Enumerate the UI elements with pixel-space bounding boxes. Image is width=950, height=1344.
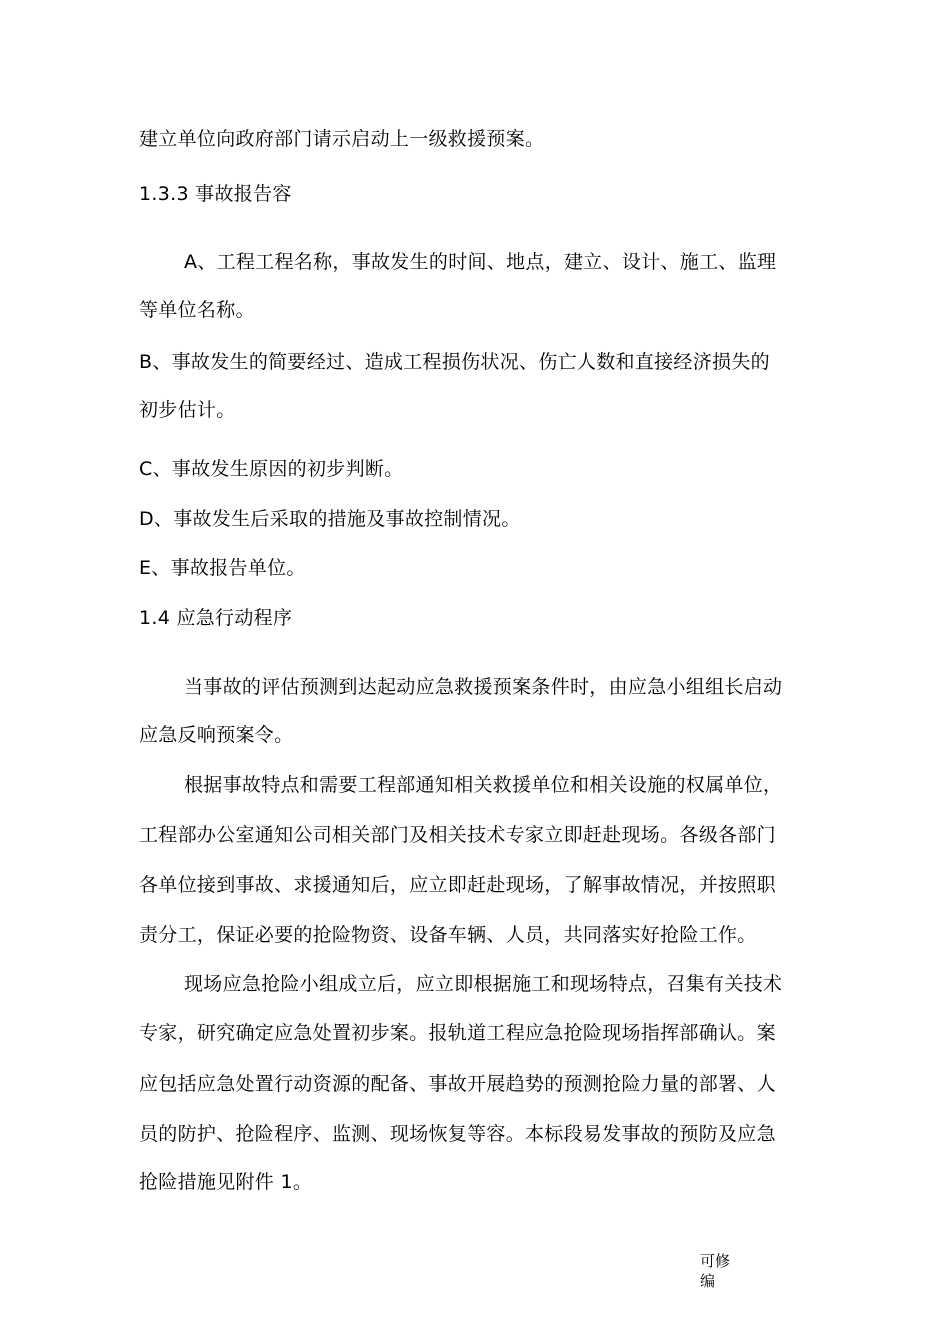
text-line: 当事故的评估预测到达起动应急救援预案条件时，由应急小组组长启动 bbox=[184, 676, 783, 698]
text-line: 责分工，保证必要的抢险物资、设备车辆、人员，共同落实好抢险工作。 bbox=[139, 924, 757, 946]
text-line: 等单位名称。 bbox=[139, 299, 255, 321]
text-line: B、事故发生的简要经过、造成工程损伤状况、伤亡人数和直接经济损失的 bbox=[139, 351, 770, 373]
text-line: 员的防护、抢险程序、监测、现场恢复等容。本标段易发事故的预防及应急 bbox=[139, 1123, 776, 1145]
text-line: D、事故发生后采取的措施及事故控制情况。 bbox=[139, 508, 521, 530]
text-line: C、事故发生原因的初步判断。 bbox=[139, 458, 404, 480]
footer-note: 编 bbox=[700, 1272, 716, 1290]
text-line: 建立单位向政府部门请示启动上一级救援预案。 bbox=[139, 128, 545, 150]
text-line: 现场应急抢险小组成立后，应立即根据施工和现场特点，召集有关技术 bbox=[184, 973, 783, 995]
text-line: 应包括应急处置行动资源的配备、事故开展趋势的预测抢险力量的部署、人 bbox=[139, 1073, 776, 1095]
text-line: 初步估计。 bbox=[139, 399, 236, 421]
section-heading-1-4: 1.4 应急行动程序 bbox=[139, 607, 293, 629]
text-line: 应急反响预案令。 bbox=[139, 724, 294, 746]
text-line: E、事故报告单位。 bbox=[139, 557, 306, 579]
text-line: A、工程工程名称，事故发生的时间、地点，建立、设计、施工、监理 bbox=[184, 251, 777, 273]
text-line: 各单位接到事故、求援通知后，应立即赶赴现场，了解事故情况，并按照职 bbox=[139, 874, 776, 896]
section-heading-1-3-3: 1.3.3 事故报告容 bbox=[139, 183, 292, 205]
text-line: 专家，研究确定应急处置初步案。报轨道工程应急抢险现场指挥部确认。案 bbox=[139, 1022, 776, 1044]
text-line: 抢险措施见附件 1。 bbox=[139, 1171, 313, 1193]
text-line: 根据事故特点和需要工程部通知相关救援单位和相关设施的权属单位， bbox=[184, 774, 783, 796]
text-line: 工程部办公室通知公司相关部门及相关技术专家立即赶赴现场。各级各部门 bbox=[139, 824, 776, 846]
footer-note: 可修 bbox=[700, 1252, 731, 1270]
